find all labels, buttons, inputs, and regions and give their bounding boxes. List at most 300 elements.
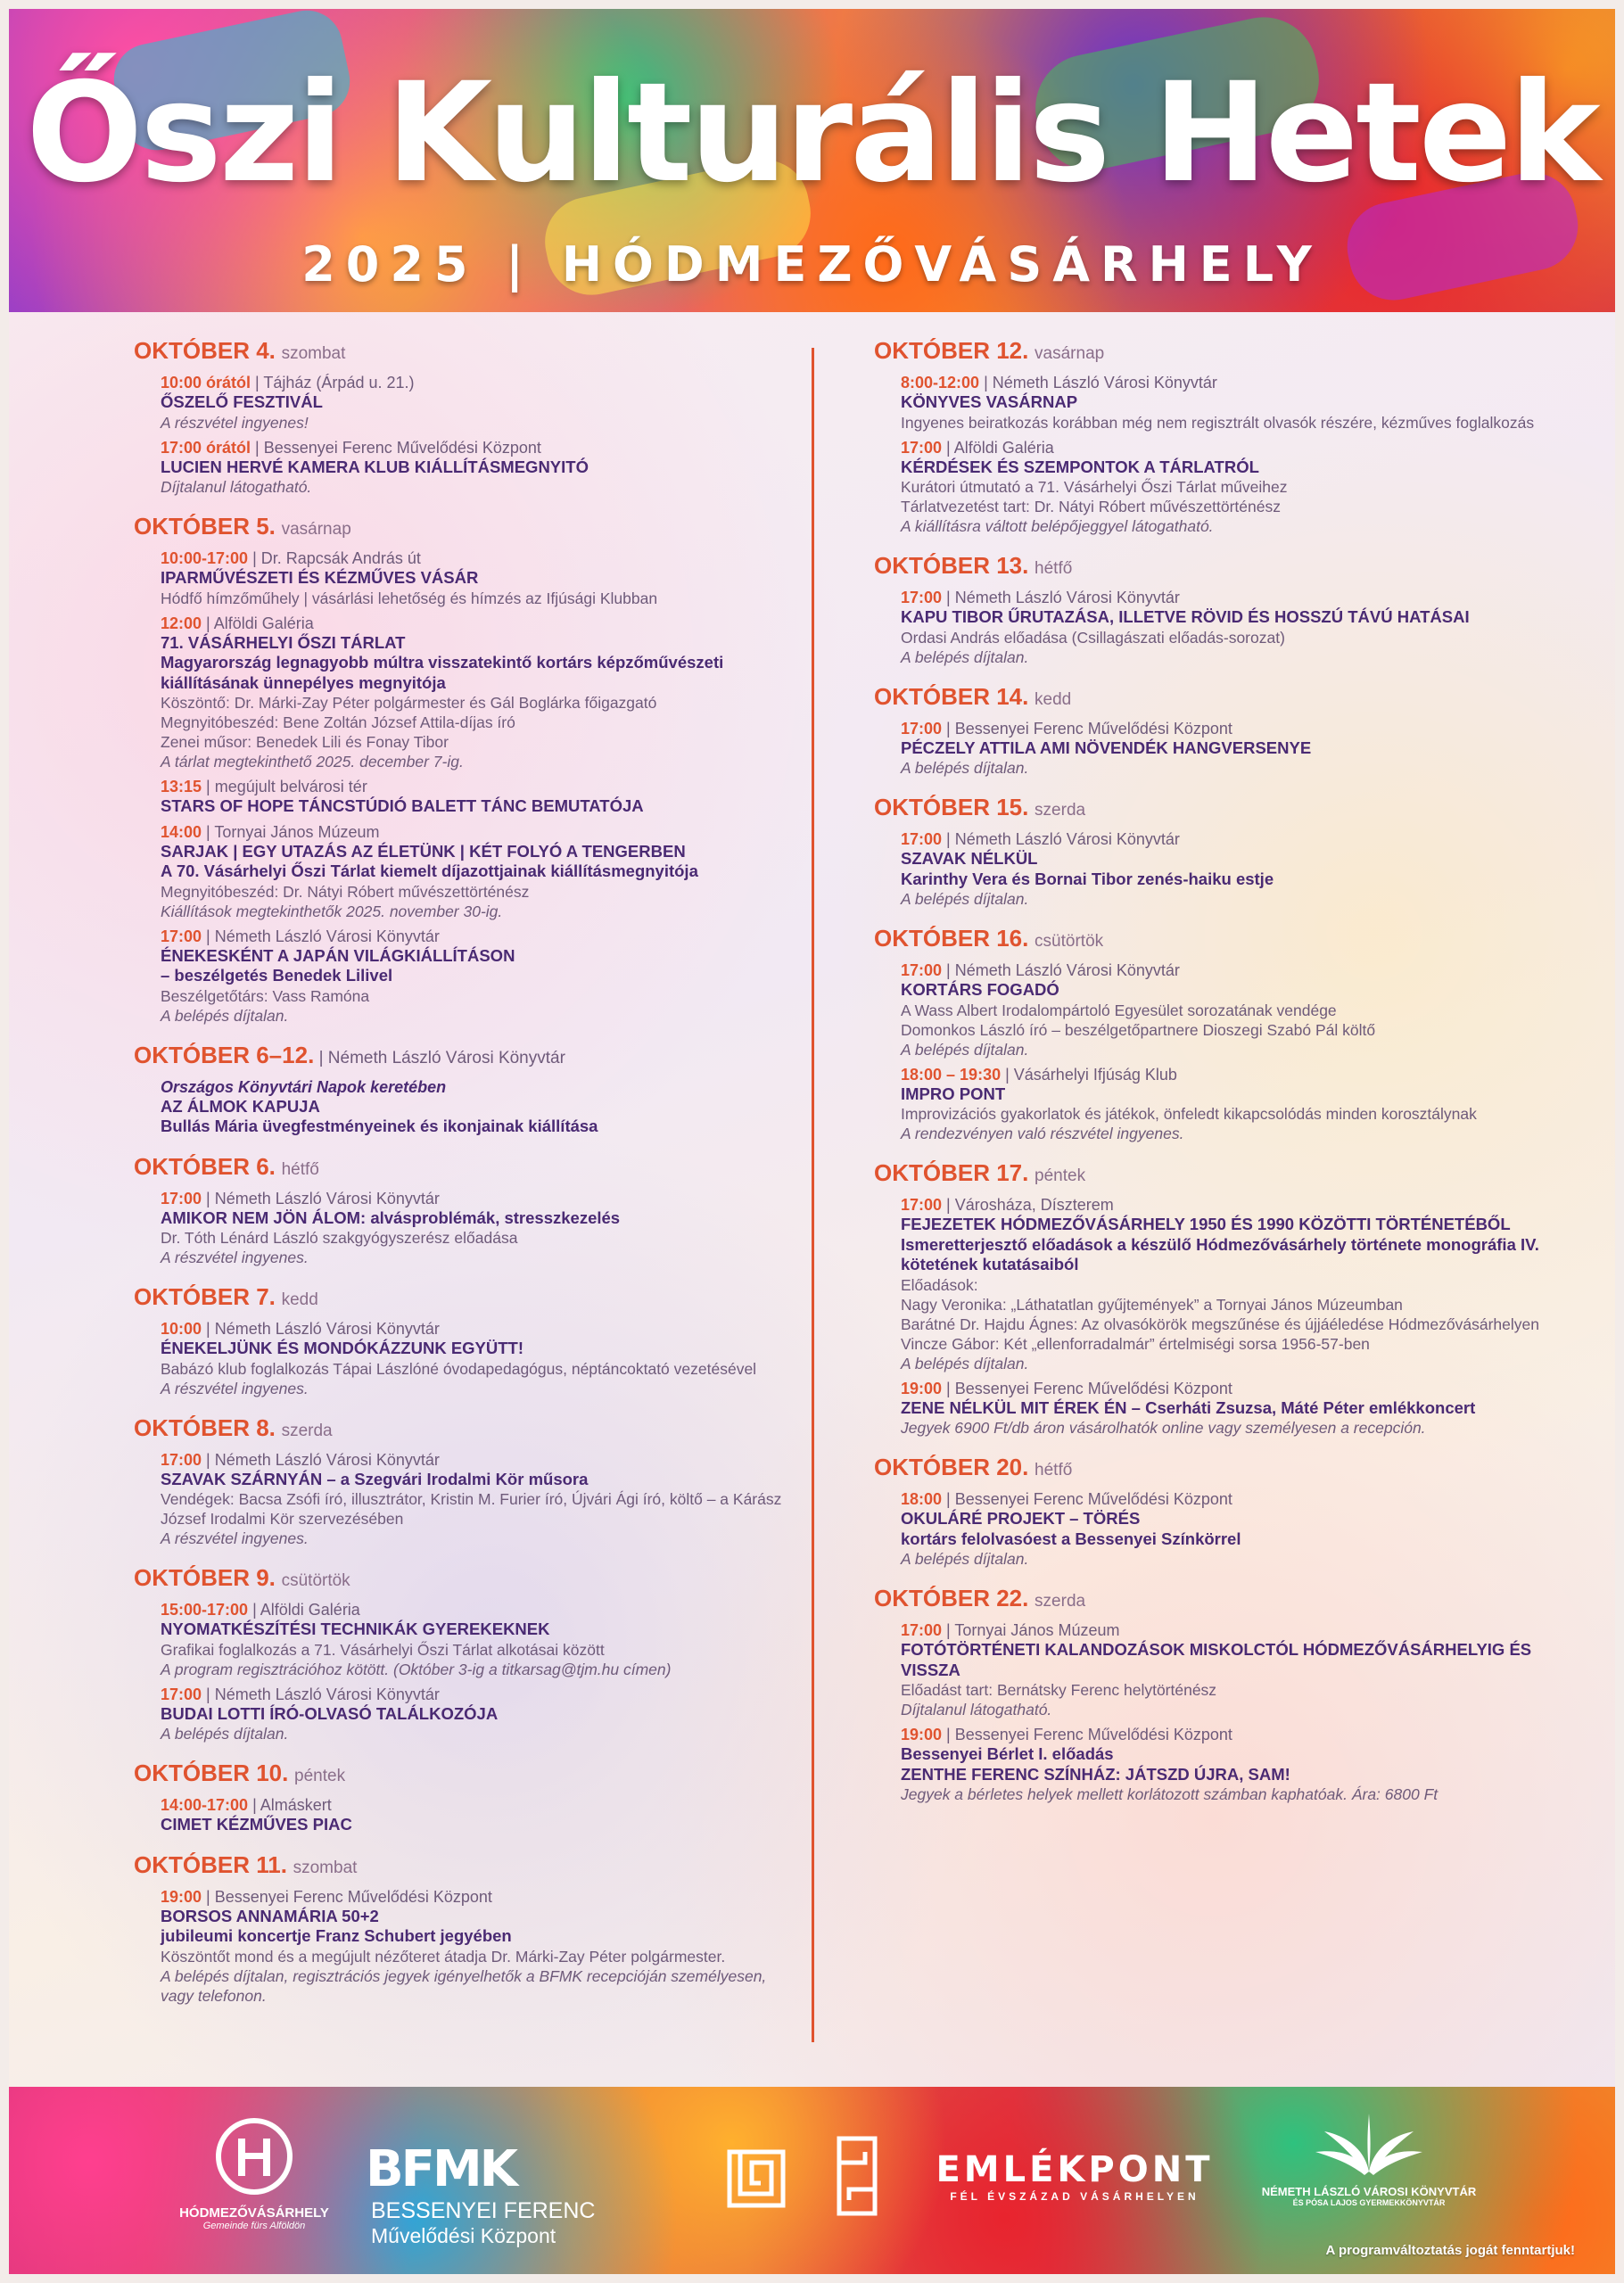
- event-separator: |: [251, 374, 264, 391]
- event-time-line: [161, 777, 794, 796]
- event-title: OKULÁRÉ PROJEKT – TÖRÉS: [901, 1509, 1141, 1528]
- page-subtitle: 2025 | HÓDMEZŐVÁSÁRHELY: [301, 236, 1323, 293]
- event-separator: |: [202, 1189, 215, 1207]
- event-detail: Barátné Dr. Hajdu Ágnes: Az olvasókörök megszűnése és újjáéledése Hódmezővásárhelyen: [901, 1315, 1539, 1333]
- day-weekday: vasárnap: [281, 520, 351, 539]
- event-note: A belépés díjtalan, regisztrációs jegyek igényelhetők a BFMK recepcióján személyesen, vagy telefonon.: [161, 1966, 767, 2005]
- day-heading: [874, 683, 1552, 713]
- event-time: 19:00: [161, 1887, 202, 1906]
- event-time-line: [161, 1600, 794, 1620]
- event-separator: |: [248, 1601, 260, 1619]
- event-venue: Tornyai János Múzeum: [954, 1621, 1120, 1639]
- event-detail: Babázó klub foglalkozás Tápai Lászlóné óvodapedagógus, néptáncoktató vezetésével: [161, 1359, 757, 1378]
- event-venue: Németh László Városi Könyvtár: [954, 961, 1180, 979]
- day-block: [134, 1760, 794, 1835]
- event-time: 17:00: [161, 1685, 202, 1703]
- event-item: [901, 1489, 1552, 1569]
- event-title: A 70. Vásárhelyi Őszi Tárlat kiemelt díjazottjainak kiállításmegnyitója: [161, 861, 698, 880]
- hodmezovasarhely-logo: [165, 2114, 343, 2231]
- city-crest-icon: [211, 2114, 297, 2199]
- event-detail: Előadások:: [901, 1275, 978, 1294]
- event-item: [901, 588, 1552, 667]
- event-item: [901, 1379, 1552, 1438]
- event-detail: Kurátori útmutató a 71. Vásárhelyi Őszi Tárlat műveihez: [901, 478, 1288, 496]
- day-date: OKTÓBER 5.: [134, 513, 276, 540]
- day-weekday: hétfő: [1035, 1461, 1073, 1479]
- event-venue: Bessenyei Ferenc Művelődési Központ: [954, 1490, 1232, 1508]
- event-separator: |: [942, 1726, 955, 1743]
- event-item: [161, 1685, 794, 1744]
- event-detail: Dr. Tóth Lénárd László szakgyógyszerész előadása: [161, 1229, 518, 1247]
- event-time: 17:00 órától: [161, 438, 251, 457]
- event-title: Karinthy Vera és Bornai Tibor zenés-haiku estje: [901, 869, 1274, 888]
- event-separator: |: [942, 589, 955, 606]
- event-time-line: [161, 1887, 794, 1907]
- day-heading: [874, 337, 1552, 367]
- maze-logo: [727, 2149, 786, 2213]
- event-time-line: [901, 1379, 1552, 1398]
- event-title: LUCIEN HERVÉ KAMERA KLUB KIÁLLÍTÁSMEGNYITÓ: [161, 457, 589, 476]
- event-separator: |: [202, 614, 214, 632]
- event-note: A program regisztrációhoz kötött. (Október 3-ig a titkarsag@tjm.hu címen): [161, 1660, 672, 1678]
- event-separator: |: [942, 1379, 955, 1397]
- event-separator: |: [202, 1450, 215, 1469]
- day-block: [134, 1414, 794, 1549]
- event-note: Jegyek a bérletes helyek mellett korlátozott számban kaphatóak. Ára: 6800 Ft: [901, 1785, 1439, 1803]
- event-item: [901, 719, 1552, 779]
- event-venue: Városháza, Díszterem: [954, 1196, 1114, 1214]
- event-item: [901, 1620, 1552, 1719]
- event-detail: Improvizációs gyakorlatok és játékok, önfeledt kikapcsolódás minden korosztálynak: [901, 1105, 1477, 1123]
- event-time-line: [161, 927, 794, 946]
- event-time: 17:00: [161, 1450, 202, 1469]
- day-heading: [874, 1454, 1552, 1484]
- event-venue: Vásárhelyi Ifjúság Klub: [1013, 1065, 1177, 1084]
- bfmk-line1: BESSENYEI FERENC: [371, 2198, 596, 2223]
- event-title: AZ ÁLMOK KAPUJA: [161, 1096, 320, 1116]
- day-venue-separator: |: [314, 1048, 328, 1067]
- event-item: [901, 1065, 1552, 1144]
- event-detail: Nagy Veronika: „Láthatatlan gyűjtemények” a Tornyai János Múzeumban: [901, 1295, 1403, 1314]
- day-date: OKTÓBER 4.: [134, 337, 276, 364]
- event-time: 14:00-17:00: [161, 1796, 249, 1814]
- maze-icon: [727, 2149, 786, 2208]
- event-note: A belépés díjtalan.: [901, 1040, 1029, 1059]
- event-item: [901, 1195, 1552, 1373]
- event-title: SZAVAK SZÁRNYÁN – a Szegvári Irodalmi Kör műsora: [161, 1469, 589, 1488]
- event-detail: Domonkos László író – beszélgetőpartnere Dioszegi Szabó Pál költő: [901, 1020, 1376, 1039]
- event-time: 17:00: [901, 1621, 943, 1639]
- event-time-line: [901, 1065, 1552, 1084]
- day-date: OKTÓBER 16.: [874, 925, 1029, 952]
- day-weekday: hétfő: [281, 1159, 319, 1179]
- emlekpont-tagline: FÉL ÉVSZÁZAD VÁSÁRHELYEN: [950, 2190, 1199, 2203]
- library-logo: [1240, 2109, 1498, 2207]
- event-detail: Ordasi András előadása (Csillagászati előadás-sorozat): [901, 628, 1285, 647]
- event-detail: Ingyenes beiratkozás korábban még nem regisztrált olvasók részére, kézműves foglalkozás: [901, 413, 1535, 432]
- day-date: OKTÓBER 15.: [874, 794, 1029, 820]
- event-venue: Bessenyei Ferenc Művelődési Központ: [263, 438, 541, 457]
- event-title: STARS OF HOPE TÁNCSTÚDIÓ BALETT TÁNC BEMUTATÓJA: [161, 796, 644, 815]
- event-venue: Németh László Városi Könyvtár: [214, 1685, 440, 1703]
- day-weekday: szombat: [281, 344, 346, 363]
- event-title: FOTÓTÖRTÉNETI KALANDOZÁSOK MISKOLCTÓL HÓDMEZŐVÁSÁRHELYIG ÉS VISSZA: [901, 1640, 1532, 1679]
- day-heading: [874, 552, 1552, 582]
- event-venue: Alföldi Galéria: [953, 438, 1054, 457]
- event-title: Bessenyei Bérlet I. előadás: [901, 1744, 1114, 1763]
- event-time-line: [161, 548, 794, 568]
- event-separator: |: [1001, 1065, 1014, 1084]
- event-time-line: [161, 373, 794, 392]
- day-block: [874, 1159, 1552, 1438]
- day-date: OKTÓBER 9.: [134, 1564, 276, 1591]
- day-weekday: csütörtök: [281, 1571, 350, 1590]
- event-item: [161, 1077, 794, 1137]
- event-time-line: [901, 1725, 1552, 1744]
- event-separator: |: [942, 830, 955, 848]
- day-weekday: péntek: [294, 1767, 346, 1785]
- glyph-logo: [837, 2136, 878, 2221]
- day-date: OKTÓBER 8.: [134, 1413, 276, 1441]
- day-block: [874, 683, 1552, 779]
- event-title: 71. VÁSÁRHELYI ŐSZI TÁRLAT: [161, 632, 406, 652]
- event-item: [161, 777, 794, 817]
- event-title: CIMET KÉZMŰVES PIAC: [161, 1815, 352, 1834]
- day-weekday: szerda: [1035, 801, 1086, 820]
- day-heading: [134, 1564, 794, 1595]
- day-venue: Németh László Városi Könyvtár: [327, 1048, 565, 1067]
- event-title: ÉNEKESKÉNT A JAPÁN VILÁGKIÁLLÍTÁSON: [161, 945, 515, 965]
- event-detail: A Wass Albert Irodalompártoló Egyesület sorozatának vendége: [901, 1001, 1337, 1019]
- event-time: 17:00: [901, 830, 943, 848]
- event-title: ZENE NÉLKÜL MIT ÉREK ÉN – Cserháti Zsuzsa, Máté Péter emlékkoncert: [901, 1397, 1476, 1417]
- event-time: 10:00 órától: [161, 374, 251, 391]
- event-title: KÖNYVES VASÁRNAP: [901, 392, 1078, 411]
- event-time: 17:00: [901, 1196, 943, 1214]
- event-separator: |: [979, 374, 993, 391]
- day-block: [874, 552, 1552, 667]
- day-heading: [134, 1851, 794, 1882]
- day-block: [134, 337, 794, 497]
- day-date: OKTÓBER 17.: [874, 1159, 1029, 1186]
- header-artwork: [9, 9, 1615, 312]
- event-note: A belépés díjtalan.: [901, 890, 1029, 908]
- event-item: [901, 1725, 1552, 1804]
- event-title: NYOMATKÉSZÍTÉSI TECHNIKÁK GYEREKEKNEK: [161, 1620, 550, 1638]
- day-weekday: szombat: [293, 1858, 358, 1877]
- event-series: Országos Könyvtári Napok keretében: [161, 1077, 447, 1096]
- library-line2: ÉS PÓSA LAJOS GYERMEKKÖNYVTÁR: [1292, 2198, 1446, 2207]
- event-separator: |: [942, 438, 954, 457]
- logo-city-tagline: Gemeinde fürs Alföldön: [202, 2221, 306, 2231]
- event-item: [161, 1795, 794, 1835]
- event-detail: Grafikai foglalkozás a 71. Vásárhelyi Őszi Tárlat alkotásai között: [161, 1640, 605, 1659]
- event-separator: |: [202, 1320, 215, 1338]
- day-heading: [874, 794, 1552, 824]
- day-block: [134, 1851, 794, 2006]
- event-time: 17:00: [901, 961, 943, 979]
- library-line1: NÉMETH LÁSZLÓ VÁROSI KÖNYVTÁR: [1261, 2185, 1477, 2198]
- event-title: SARJAK | EGY UTAZÁS AZ ÉLETÜNK | KÉT FOLYÓ A TENGERBEN: [161, 841, 686, 861]
- event-time-line: [901, 1195, 1552, 1215]
- event-time: 13:15: [161, 778, 202, 795]
- day-weekday: csütörtök: [1035, 932, 1104, 951]
- event-time: 14:00: [161, 822, 202, 841]
- event-detail: Hódfő hímzőműhely | vásárlási lehetőség és hímzés az Ifjúsági Klubban: [161, 589, 658, 607]
- event-title: kortárs felolvasóest a Bessenyei Színkörrel: [901, 1529, 1241, 1548]
- event-note: Díjtalanul látogatható.: [161, 478, 312, 496]
- day-weekday: péntek: [1035, 1166, 1086, 1185]
- day-weekday: szerda: [281, 1421, 333, 1440]
- event-title: jubileumi koncertje Franz Schubert jegyében: [161, 1926, 512, 1945]
- event-note: A tárlat megtekinthető 2025. december 7-ig.: [161, 753, 464, 771]
- event-note: A belépés díjtalan.: [901, 759, 1029, 777]
- event-item: [161, 373, 794, 433]
- day-block: [134, 513, 794, 1026]
- event-note: A belépés díjtalan.: [161, 1725, 289, 1743]
- event-title: ZENTHE FERENC SZÍNHÁZ: JÁTSZD ÚJRA, SAM!: [901, 1764, 1290, 1784]
- event-title: AMIKOR NEM JÖN ÁLOM: alvásproblémák, stresszkezelés: [161, 1207, 621, 1227]
- event-time-line: [901, 1489, 1552, 1509]
- event-time: 19:00: [901, 1379, 943, 1397]
- emlekpont-logo: [932, 2149, 1217, 2203]
- event-time: 10:00: [161, 1320, 202, 1338]
- event-item: [901, 960, 1552, 1059]
- poster: [9, 9, 1615, 2274]
- event-note: A belépés díjtalan.: [901, 1354, 1029, 1372]
- event-item: [901, 438, 1552, 537]
- event-separator: |: [942, 719, 955, 738]
- day-heading: [134, 1153, 794, 1183]
- event-venue: Bessenyei Ferenc Művelődési Központ: [954, 1726, 1232, 1743]
- day-date: OKTÓBER 6.: [134, 1152, 276, 1180]
- event-title: ÉNEKELJÜNK ÉS MONDÓKÁZZUNK EGYÜTT!: [161, 1339, 524, 1357]
- event-separator: |: [202, 778, 215, 795]
- day-date: OKTÓBER 12.: [874, 337, 1029, 364]
- day-heading: [134, 1760, 794, 1790]
- event-item: [161, 822, 794, 921]
- day-weekday: kedd: [1035, 689, 1072, 709]
- day-date: OKTÓBER 20.: [874, 1454, 1029, 1480]
- disclaimer-note: A programváltoztatás jogát fenntartjuk!: [1325, 2243, 1575, 2258]
- event-note: Díjtalanul látogatható.: [901, 1701, 1052, 1718]
- day-heading: [874, 1159, 1552, 1190]
- event-note: A részvétel ingyenes.: [161, 1379, 309, 1397]
- event-time-line: [901, 1620, 1552, 1640]
- day-block: [874, 925, 1552, 1143]
- day-block: [874, 337, 1552, 536]
- event-separator: |: [942, 1490, 955, 1508]
- event-time-line: [161, 1319, 794, 1339]
- event-venue: Alföldi Galéria: [260, 1601, 360, 1619]
- day-block: [874, 794, 1552, 909]
- event-separator: |: [202, 1887, 215, 1906]
- event-time: 8:00-12:00: [901, 374, 980, 391]
- event-note: Jegyek 6900 Ft/db áron vásárolhatók online vagy személyesen a recepción.: [901, 1419, 1426, 1437]
- event-item: [161, 927, 794, 1026]
- program-content: [9, 312, 1615, 2087]
- program-column-right: [874, 337, 1552, 1804]
- event-time: 17:00: [901, 719, 943, 738]
- event-time: 17:00: [161, 927, 202, 945]
- event-item: [161, 1319, 794, 1398]
- event-detail: Tárlatvezetést tart: Dr. Nátyi Róbert művészettörténész: [901, 498, 1281, 515]
- program-column-left: [134, 337, 794, 2006]
- event-time-line: [161, 1795, 794, 1815]
- event-venue: Bessenyei Ferenc Művelődési Központ: [954, 719, 1232, 738]
- event-time-line: [161, 614, 794, 633]
- footer-logos: [9, 2087, 1615, 2274]
- day-date: OKTÓBER 13.: [874, 552, 1029, 579]
- event-item: [901, 373, 1552, 433]
- event-venue: Németh László Városi Könyvtár: [214, 927, 440, 945]
- emlekpont-name: EMLÉKPONT: [936, 2149, 1214, 2190]
- event-title: BORSOS ANNAMÁRIA 50+2: [161, 1906, 379, 1925]
- event-note: A részvétel ingyenes!: [161, 413, 309, 432]
- bfmk-line2: Művelődési Központ: [371, 2224, 556, 2247]
- event-detail: Vendégek: Bacsa Zsófi író, illusztrátor, Kristin M. Furier író, Újvári Ági író, költő – a Kárász József Irodalmi Kör szervezésében: [161, 1490, 782, 1528]
- event-separator: |: [202, 822, 215, 841]
- event-note: A belépés díjtalan.: [901, 647, 1029, 666]
- day-weekday: vasárnap: [1035, 344, 1105, 363]
- event-venue: Bessenyei Ferenc Művelődési Központ: [214, 1887, 492, 1906]
- event-title: KAPU TIBOR ŰRUTAZÁSA, ILLETVE RÖVID ÉS HOSSZÚ TÁVÚ HATÁSAI: [901, 607, 1470, 626]
- day-block: [134, 1042, 794, 1137]
- event-time-line: [161, 1189, 794, 1208]
- event-time-line: [901, 438, 1552, 457]
- event-time-line: [161, 1685, 794, 1704]
- event-title: ŐSZELŐ FESZTIVÁL: [161, 392, 323, 411]
- event-separator: |: [942, 961, 955, 979]
- event-note: Kiállítások megtekinthetők 2025. november 30-ig.: [161, 902, 503, 920]
- event-note: A részvétel ingyenes.: [161, 1249, 309, 1266]
- spiral-glyph-icon: [837, 2136, 878, 2216]
- event-detail: Megnyitóbeszéd: Bene Zoltán József Attila-díjas író: [161, 713, 515, 731]
- event-title: PÉCZELY ATTILA AMI NÖVENDÉK HANGVERSENYE: [901, 738, 1312, 757]
- event-separator: |: [248, 549, 261, 567]
- event-time: 15:00-17:00: [161, 1601, 249, 1619]
- event-item: [161, 1189, 794, 1268]
- day-block: [134, 1283, 794, 1398]
- event-note: A belépés díjtalan.: [901, 1550, 1029, 1568]
- event-item: [161, 438, 794, 498]
- event-venue: megújult belvárosi tér: [214, 778, 367, 795]
- event-time: 17:00: [161, 1189, 202, 1207]
- event-time: 19:00: [901, 1726, 943, 1743]
- event-note: A belépés díjtalan.: [161, 1006, 289, 1025]
- event-title: Bullás Mária üvegfestményeinek és ikonjainak kiállítása: [161, 1117, 598, 1135]
- day-heading: [134, 1283, 794, 1314]
- day-block: [874, 1585, 1552, 1804]
- event-item: [161, 1887, 794, 2006]
- event-note: A rendezvényen való részvétel ingyenes.: [901, 1125, 1184, 1142]
- event-time-line: [901, 829, 1552, 849]
- event-time-line: [901, 373, 1552, 392]
- page-title: Őszi Kulturális Hetek: [26, 54, 1598, 213]
- day-heading: [134, 1414, 794, 1445]
- event-time: 17:00: [901, 589, 943, 606]
- event-time: 18:00: [901, 1490, 943, 1508]
- event-title: KÉRDÉSEK ÉS SZEMPONTOK A TÁRLATRÓL: [901, 457, 1259, 476]
- event-venue: Németh László Városi Könyvtár: [954, 830, 1180, 848]
- event-detail: Köszöntő: Dr. Márki-Zay Péter polgármester és Gál Boglárka főigazgató: [161, 694, 657, 712]
- event-title: BUDAI LOTTI ÍRÓ-OLVASÓ TALÁLKOZÓJA: [161, 1703, 499, 1723]
- event-item: [161, 1600, 794, 1679]
- day-heading: [134, 513, 794, 543]
- day-weekday: kedd: [281, 1290, 318, 1309]
- event-detail: Vincze Gábor: Két „ellenforradalmár” értelmiségi sorsa 1956-57-ben: [901, 1334, 1370, 1353]
- event-venue: Alföldi Galéria: [213, 614, 314, 632]
- day-date: OKTÓBER 11.: [134, 1850, 287, 1878]
- event-venue: Németh László Városi Könyvtár: [214, 1320, 440, 1338]
- event-detail: Zenei műsor: Benedek Lili és Fonay Tibor: [161, 733, 449, 751]
- event-venue: Németh László Városi Könyvtár: [214, 1189, 440, 1207]
- event-time: 10:00-17:00: [161, 549, 249, 567]
- event-time-line: [901, 588, 1552, 607]
- event-detail: Megnyitóbeszéd: Dr. Nátyi Róbert művészettörténész: [161, 882, 530, 901]
- event-detail: Köszöntőt mond és a megújult nézőteret átadja Dr. Márki-Zay Péter polgármester.: [161, 1947, 726, 1966]
- event-time: 12:00: [161, 614, 202, 632]
- event-separator: |: [942, 1196, 955, 1214]
- event-note: A kiállításra váltott belépőjeggyel látogatható.: [901, 517, 1214, 535]
- event-venue: Tornyai János Múzeum: [214, 822, 380, 841]
- event-venue: Németh László Városi Könyvtár: [992, 374, 1217, 391]
- event-title: Ismeretterjesztő előadások a készülő Hódmezővásárhely története monográfia IV. kötetének kutatásaiból: [901, 1234, 1539, 1273]
- event-item: [161, 614, 794, 772]
- event-detail: Beszélgetőtárs: Vass Ramóna: [161, 986, 370, 1005]
- day-weekday: hétfő: [1035, 559, 1073, 578]
- event-separator: |: [202, 927, 215, 945]
- day-weekday: szerda: [1035, 1592, 1086, 1611]
- event-separator: |: [251, 438, 264, 457]
- day-date: OKTÓBER 7.: [134, 1283, 276, 1310]
- event-title: Magyarország legnagyobb múltra visszatekintő kortárs képzőművészeti kiállításának ünnepélyes megnyitója: [161, 653, 724, 692]
- day-heading: [874, 925, 1552, 955]
- column-divider: [812, 348, 814, 2042]
- event-time: 17:00: [901, 438, 943, 457]
- event-venue: Tájház (Árpád u. 21.): [263, 374, 415, 391]
- day-block: [134, 1153, 794, 1268]
- day-block: [134, 1564, 794, 1743]
- event-time: 18:00 – 19:30: [901, 1065, 1002, 1084]
- event-item: [161, 548, 794, 608]
- event-separator: |: [248, 1796, 260, 1814]
- event-time-line: [901, 719, 1552, 738]
- day-date: OKTÓBER 22.: [874, 1585, 1029, 1611]
- day-heading: [874, 1585, 1552, 1615]
- event-time-line: [901, 960, 1552, 980]
- event-item: [901, 829, 1552, 909]
- event-time-line: [161, 1450, 794, 1470]
- event-time-line: [161, 822, 794, 842]
- book-leaves-icon: [1311, 2109, 1427, 2180]
- day-date: OKTÓBER 10.: [134, 1760, 289, 1786]
- day-date: OKTÓBER 6–12.: [134, 1041, 315, 1068]
- day-block: [874, 1454, 1552, 1569]
- event-venue: Almáskert: [260, 1796, 332, 1814]
- event-venue: Németh László Városi Könyvtár: [954, 589, 1180, 606]
- event-venue: Németh László Városi Könyvtár: [214, 1450, 440, 1469]
- event-title: – beszélgetés Benedek Lilivel: [161, 966, 393, 985]
- day-heading: [134, 337, 794, 367]
- bfmk-abbr: BFMK: [366, 2140, 516, 2198]
- event-separator: |: [942, 1621, 955, 1639]
- event-title: IMPRO PONT: [901, 1084, 1006, 1103]
- event-item: [161, 1450, 794, 1549]
- day-date: OKTÓBER 14.: [874, 682, 1029, 710]
- event-title: KORTÁRS FOGADÓ: [901, 980, 1059, 999]
- event-title: FEJEZETEK HÓDMEZŐVÁSÁRHELY 1950 ÉS 1990 KÖZÖTTI TÖRTÉNETÉBŐL: [901, 1215, 1511, 1233]
